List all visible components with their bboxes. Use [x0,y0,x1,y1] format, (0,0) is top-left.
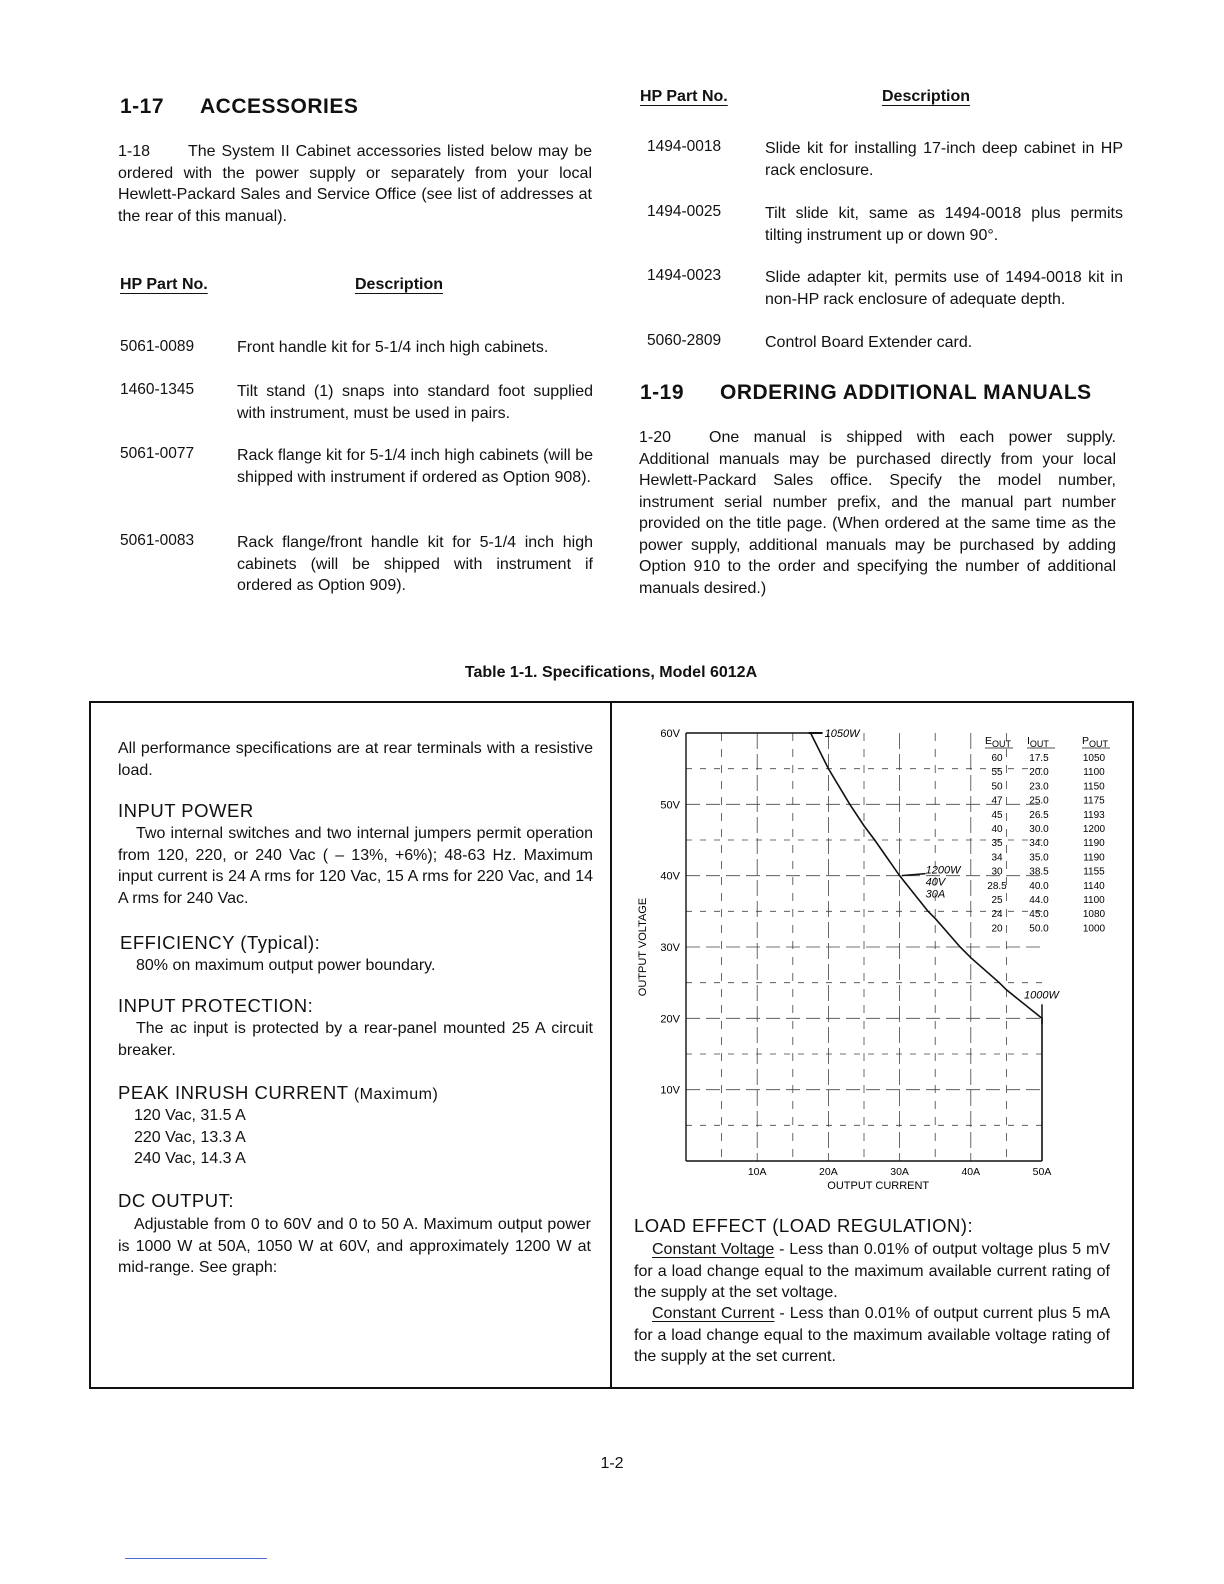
table-cell: 1100 [1083,895,1105,906]
annotation-label: 1050W [824,728,860,740]
table-cell: 55 [991,767,1003,779]
table-cell: 35 [991,838,1003,850]
paragraph-text: One manual is shipped with each power supply. Additional manuals may be purchased directly from your local Hewlett-Packard Sales office. Specify the model number, instrument serial number prefix, and the manual part number provided on the title page. (When ordered at the same time as the power supply, additional manuals may be purchased by adding Option 910 to the order and specifying the number of additional manuals desired.) [639,429,1116,597]
input-protection-text: The ac input is protected by a rear-panel mounted 25 A circuit breaker. [118,1020,593,1059]
table-cell: 30.0 [1029,824,1049,835]
part-description: Tilt slide kit, same as 1494-0018 plus permits tilting instrument up or down 90°. [765,205,1123,244]
table-cell: 1200 [1082,824,1106,835]
table-header-symbol: P [1082,735,1090,747]
table-cell: 25 [991,895,1003,906]
y-tick-label: 40V [660,870,680,883]
table-cell: 34.0 [1029,838,1049,850]
table-cell: 28.5 [987,880,1007,892]
table-cell: 1193 [1083,809,1105,821]
table-cell: 40 [991,824,1003,835]
table-header [1027,735,1049,749]
inrush-list [134,1105,246,1170]
constant-current-desc: - Less than 0.01% of output current plus 5 mA for a load change equal to the maximum available voltage rating of the supply at the set current. [634,1305,1110,1365]
dc-output-title: DC OUTPUT: [118,1190,234,1211]
table-header-subscript: OUT [1029,739,1049,749]
table-cell: 44.0 [1029,895,1049,906]
table-header-subscript: OUT [1089,739,1109,749]
table-cell: 26.5 [1029,809,1049,821]
table-cell: 20.0 [1029,767,1049,779]
part-description: Tilt stand (1) snaps into standard foot supplied with instrument, must be used in pairs. [237,383,593,422]
table-cell: 20 [991,923,1003,935]
input-protection-title: INPUT PROTECTION: [118,995,314,1016]
constant-current-label: Constant Current [652,1305,775,1322]
y-tick-label: 30V [660,942,680,954]
input-power-text: Two internal switches and two internal jumpers permit operation from 120, 220, or 240 Vac ( – 13%, +6%); 48-63 Hz. Maximum input current is 24 A rms for 120 Vac, 15 A rms for 220 Vac, and 14 A rms for 240 Vac. [118,825,593,907]
annotation-label: 1200W [925,864,961,877]
table-header-symbol: E [985,735,993,747]
table-header [985,735,1012,749]
y-tick-label: 50V [660,799,680,812]
section-number: 1-17 [120,95,165,118]
table-cell: 30 [991,866,1003,878]
section-1-19-heading [640,381,1092,405]
table-cell: 34 [991,852,1003,864]
table-cell: 1190 [1083,838,1105,850]
x-tick-label: 10A [747,1166,767,1178]
part-description: Slide kit for installing 17-inch deep cabinet in HP rack enclosure. [765,140,1123,179]
inrush-line: 220 Vac, 13.3 A [134,1128,246,1146]
spec-intro: All performance specifications are at rear terminals with a resistive load. [118,740,593,779]
annotation-label: 1000W [1024,989,1059,1002]
table-cell: 45.0 [1029,909,1049,921]
table-cell: 60 [991,753,1003,764]
table-cell: 24 [991,909,1003,921]
table-cell: 45 [991,809,1003,821]
table-header-symbol: I [1027,735,1030,747]
section-number: 1-19 [640,381,685,404]
part-number: 5060-2809 [647,332,722,349]
table-cell: 1080 [1082,909,1106,921]
input-power-title: INPUT POWER [118,800,254,821]
paragraph-text: The System II Cabinet accessories listed below may be ordered with the power supply or separately from your local Hewlett-Packard Sales and Service Office (see list of addresses at the rear of this manual). [118,143,592,225]
peak-inrush-title: PEAK INRUSH CURRENT [118,1082,349,1103]
y-tick-label: 10V [660,1084,680,1097]
part-number: 1494-0023 [647,267,722,284]
x-tick-label: 20A [819,1166,838,1178]
table-cell: 1155 [1083,866,1105,878]
table-cell: 1050 [1082,753,1106,764]
x-axis-label: OUTPUT CURRENT [827,1180,930,1192]
manuals-paragraph [639,427,1116,599]
part-description: Rack flange kit for 5-1/4 inch high cabinets (will be shipped with instrument if ordered as Option 908). [237,447,593,486]
part-description: Control Board Extender card. [765,334,973,351]
table-cell: 35.0 [1029,852,1049,864]
section-title: ACCESSORIES [200,95,359,118]
part-number: 1494-0018 [647,138,722,155]
inrush-line: 120 Vac, 31.5 A [134,1107,246,1124]
efficiency-text: 80% on maximum output power boundary. [136,957,436,974]
part-description: Slide adapter kit, permits use of 1494-0018 kit in non-HP rack enclosure of adequate depth. [765,269,1123,308]
peak-inrush-heading [118,1082,438,1104]
left-col-part-header: HP Part No. [120,276,208,293]
right-col-part-header: HP Part No. [640,88,728,105]
table-cell: 1100 [1083,767,1105,779]
chart-data-table [985,735,1110,934]
part-number: 5061-0083 [120,532,195,549]
constant-voltage-text [634,1239,1110,1304]
annotation-arrow [902,874,926,876]
load-effect-title: LOAD EFFECT (LOAD REGULATION): [634,1215,974,1236]
table-cell: 1175 [1083,795,1105,807]
table-cell: 38.5 [1029,866,1049,878]
output-power-chart [612,703,1132,1203]
table-cell: 47 [991,795,1003,807]
constant-voltage-desc: - Less than 0.01% of output voltage plus 5 mV for a load change equal to the maximum available current rating of the supply at the set voltage. [634,1241,1110,1301]
accessories-paragraph [118,141,592,227]
section-title: ORDERING ADDITIONAL MANUALS [720,381,1092,404]
table-header [1082,735,1109,749]
x-tick-label: 30A [890,1166,909,1178]
table-cell: 50.0 [1029,923,1049,935]
peak-inrush-subtitle: (Maximum) [353,1086,439,1103]
chart-annotations [809,728,1061,1024]
inrush-line: 240 Vac, 14.3 A [134,1150,246,1167]
part-number: 1494-0025 [647,203,722,220]
part-number: 1460-1345 [120,381,195,398]
table-cell: 25.0 [1029,795,1049,807]
constant-voltage-label: Constant Voltage [652,1241,775,1258]
part-number: 5061-0089 [120,338,195,355]
part-number: 5061-0077 [120,445,195,462]
chart-grid [686,733,1042,1161]
annotation-label: 30A [925,888,946,901]
part-description: Rack flange/front handle kit for 5-1/4 inch high cabinets (will be shipped with instrument if ordered as Option 909). [237,534,593,594]
x-tick-label: 40A [961,1166,981,1178]
section-1-17-heading [120,95,358,119]
paragraph-number: 1-20 [639,429,672,446]
annotation-label: 40V [925,876,946,889]
dc-output-text: Adjustable from 0 to 60V and 0 to 50 A. Maximum output power is 1000 W at 50A, 1050 W at 60V, and approximately 1200 W at mid-range. See graph: [118,1216,591,1276]
footer-rule [125,1558,267,1559]
left-col-desc-header: Description [355,276,444,293]
y-axis-label: OUTPUT VOLTAGE [637,897,649,997]
page-number: 1-2 [600,1455,624,1472]
y-tick-label: 20V [660,1013,680,1026]
constant-current-text [634,1303,1110,1368]
table-cell: 40.0 [1029,880,1049,892]
table-cell: 1150 [1083,781,1105,793]
table-cell: 1140 [1083,880,1105,892]
table-cell: 1190 [1083,852,1105,864]
table-cell: 1000 [1082,923,1106,935]
efficiency-title: EFFICIENCY (Typical): [120,932,321,953]
x-tick-label: 50A [1032,1166,1052,1178]
right-col-desc-header: Description [882,88,971,105]
table-cell: 50 [991,781,1003,793]
table-header-subscript: OUT [992,739,1012,749]
part-description: Front handle kit for 5-1/4 inch high cabinets. [237,339,549,356]
table-title: Table 1-1. Specifications, Model 6012A [464,664,758,681]
paragraph-number: 1-18 [118,143,151,160]
table-cell: 23.0 [1029,781,1049,793]
y-tick-label: 60V [660,728,680,740]
table-cell: 17.5 [1029,753,1049,764]
